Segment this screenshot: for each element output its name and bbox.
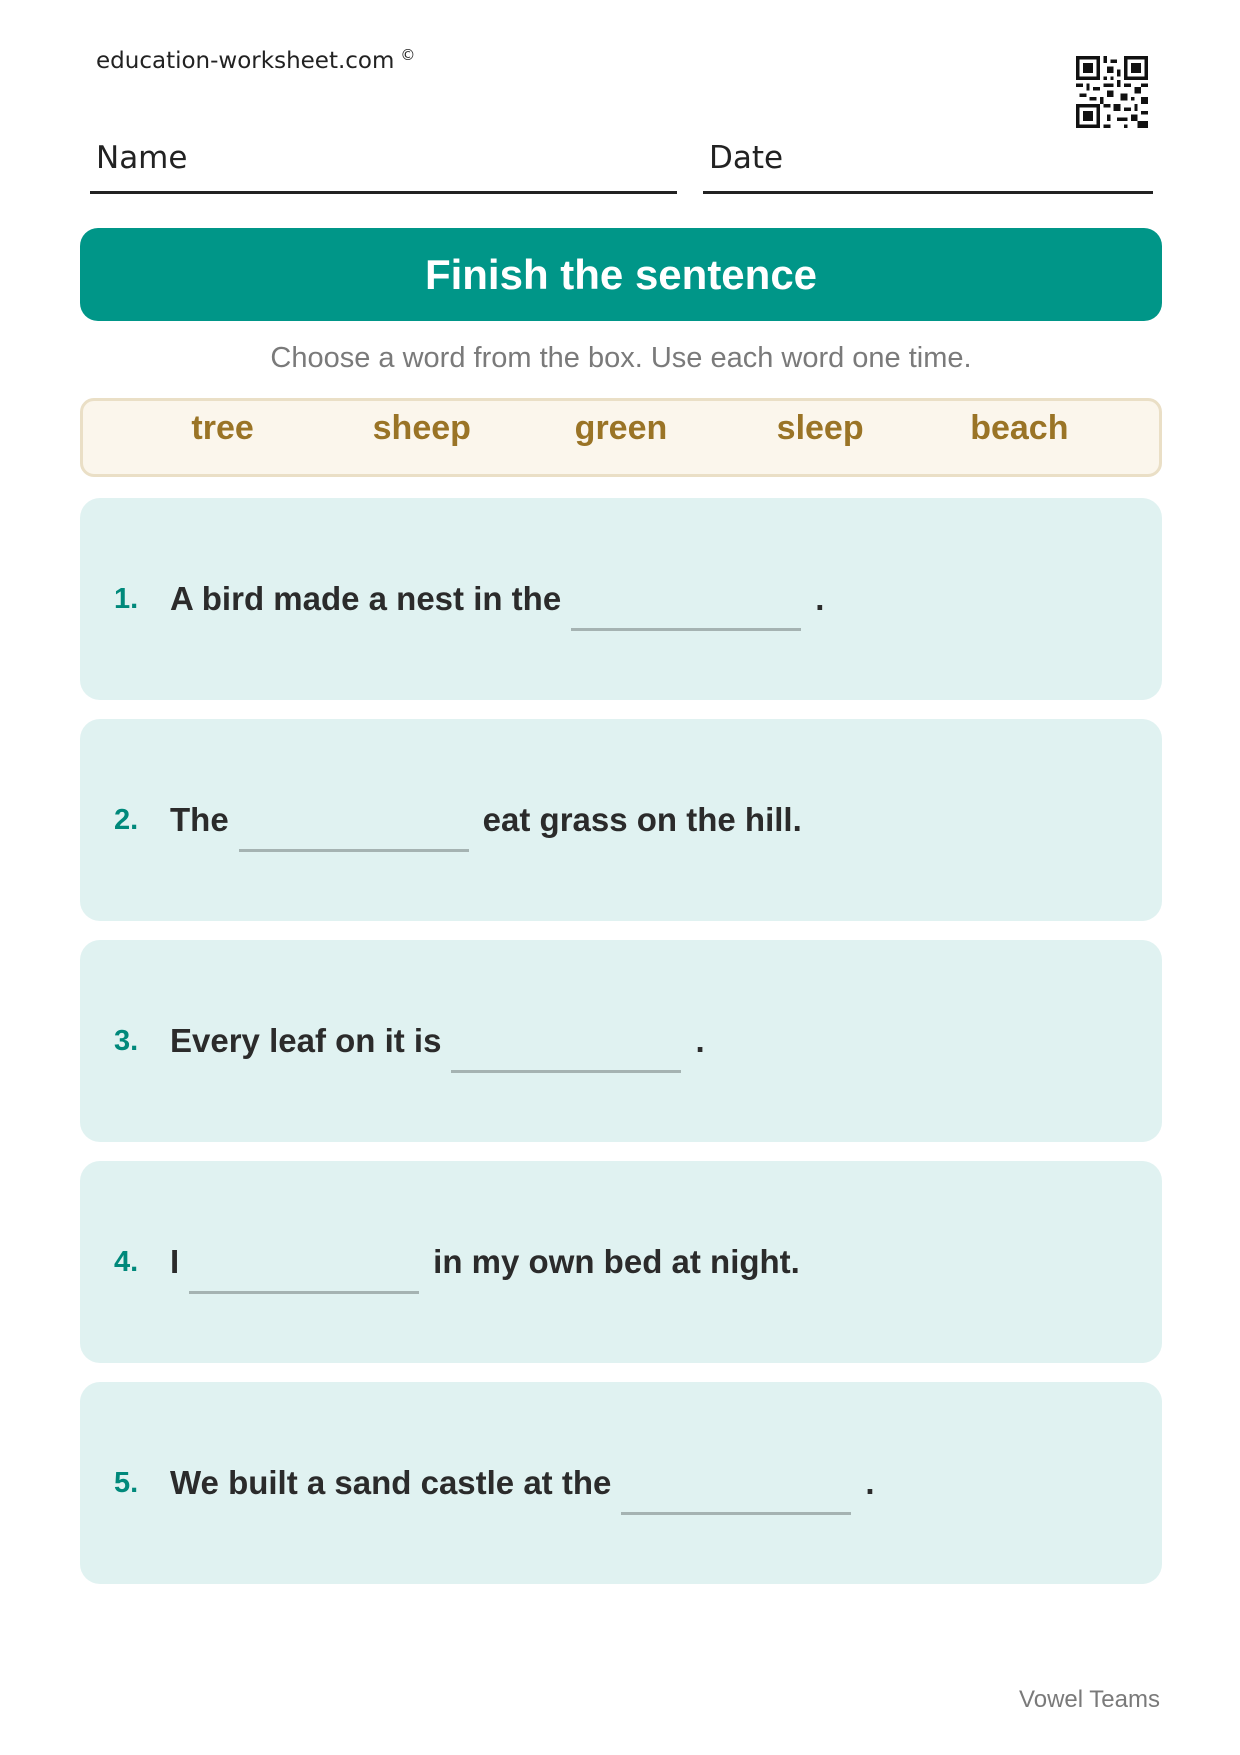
question-card-5 xyxy=(80,1382,1162,1584)
question-card-4 xyxy=(80,1161,1162,1363)
question-text-after: in my own bed at night. xyxy=(433,1243,800,1280)
question-number: 4. xyxy=(114,1245,139,1278)
question-text-before: I xyxy=(170,1243,180,1280)
date-field[interactable] xyxy=(703,140,1153,194)
question-card-2 xyxy=(80,719,1162,921)
instruction-text: Choose a word from the box. Use each word one time. xyxy=(270,342,972,374)
copyright-symbol: © xyxy=(400,46,416,64)
word-bank-item: tree xyxy=(191,409,254,447)
question-card-1 xyxy=(80,498,1162,700)
question-text-after: . xyxy=(815,580,825,617)
name-field[interactable] xyxy=(90,140,677,194)
worksheet-title: Finish the sentence xyxy=(424,250,818,298)
word-bank xyxy=(80,398,1162,477)
question-text-before: We built a sand castle at the xyxy=(170,1464,612,1501)
question-text-after: . xyxy=(695,1022,705,1059)
answer-blank[interactable] xyxy=(189,1251,419,1294)
question-text-after: . xyxy=(865,1464,875,1501)
qr-code-icon xyxy=(1076,56,1148,128)
site-name: education-worksheet.com xyxy=(96,48,395,74)
footer-topic: Vowel Teams xyxy=(1019,1686,1160,1713)
word-bank-item: green xyxy=(574,409,668,447)
answer-blank[interactable] xyxy=(451,1030,681,1073)
question-text-before: Every leaf on it is xyxy=(170,1022,442,1059)
question-text-after: eat grass on the hill. xyxy=(482,801,802,838)
site-credit xyxy=(96,48,415,74)
word-bank-item: beach xyxy=(970,409,1069,447)
question-number: 2. xyxy=(114,803,139,836)
answer-blank[interactable] xyxy=(239,809,469,852)
question-text-before: The xyxy=(170,801,229,838)
question-number: 5. xyxy=(114,1466,139,1499)
word-bank-item: sheep xyxy=(372,409,471,447)
date-label: Date xyxy=(709,140,784,176)
word-bank-item: sleep xyxy=(776,409,864,447)
question-card-3 xyxy=(80,940,1162,1142)
name-label: Name xyxy=(96,140,188,176)
question-text-before: A bird made a nest in the xyxy=(170,580,562,617)
question-number: 1. xyxy=(114,582,139,615)
title-banner xyxy=(80,228,1162,321)
answer-blank[interactable] xyxy=(571,588,801,631)
question-number: 3. xyxy=(114,1024,139,1057)
answer-blank[interactable] xyxy=(621,1472,851,1515)
